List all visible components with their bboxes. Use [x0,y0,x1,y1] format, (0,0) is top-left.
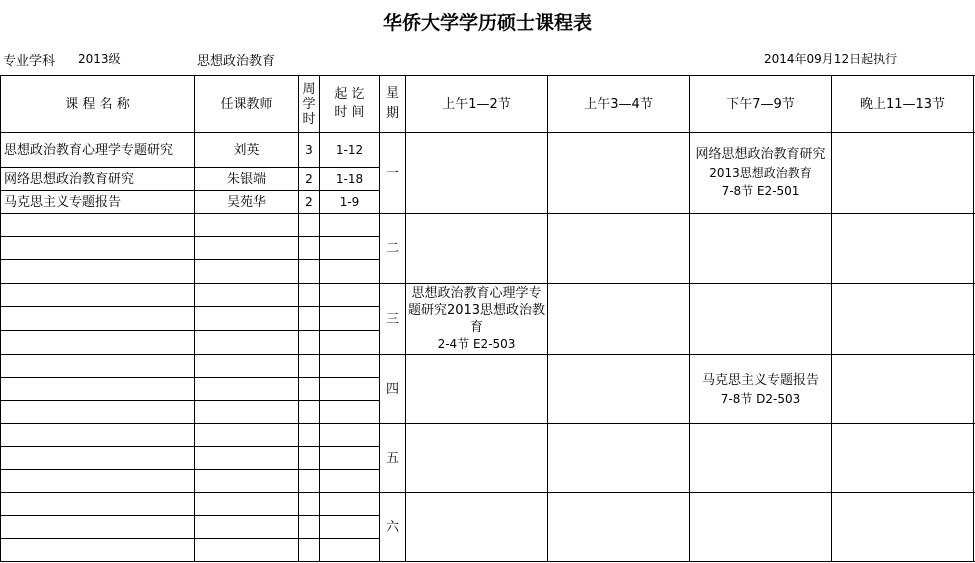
major-name: 思想政治教育 [197,54,276,69]
page-title: 华侨大学学历硕士课程表 [382,12,592,34]
header-hours-char: 学 [302,96,316,112]
class-cohort: 2013思想政治教育 [709,166,812,180]
header-weekly-hours [299,76,319,132]
header-weekday-char: 星 [385,86,399,101]
header-course-name: 课 程 名 称 [65,96,130,112]
header-weekday [380,76,405,132]
weekday-label: 二 [385,241,399,256]
course-teacher: 刘英 [233,142,260,158]
header-start-end [320,76,379,132]
course-period: 1-9 [339,195,360,209]
course-hours: 3 [305,143,313,157]
class-entry [690,372,831,412]
course-hours: 2 [305,195,313,209]
header-slot-3: 下午7—9节 [726,96,795,112]
class-title: 育 [469,320,483,335]
major-label: 专业学科 [3,54,56,69]
header-start-end-top: 起 讫 [334,87,365,102]
course-teacher: 朱银端 [226,171,266,187]
grade: 2013级 [78,52,121,66]
weekday-label: 五 [385,450,399,466]
header-slot-4: 晚上11—13节 [859,96,946,112]
header-slot-1: 上午1—2节 [442,96,511,112]
course-teacher: 吴苑华 [226,194,266,210]
class-title: 马克思主义专题报告 [701,373,819,388]
effective-date: 2014年09月12日起执行 [764,52,898,66]
header-weekday-char: 期 [385,106,399,121]
course-period: 1-12 [335,143,364,157]
course-name: 马克思主义专题报告 [4,194,122,210]
weekday-label: 一 [385,165,399,181]
header-teacher: 任课教师 [220,96,273,112]
class-location: 2-4节 E2-503 [437,337,516,351]
header-start-end-bottom: 时 间 [334,105,365,120]
header-hours-char: 时 [302,111,316,127]
course-name: 网络思想政治教育研究 [4,171,135,187]
class-entry [406,285,547,353]
weekday-label: 六 [385,519,399,535]
class-location: 7-8节 E2-501 [721,184,800,198]
header-hours-char: 周 [302,81,316,97]
course-hours: 2 [305,172,313,186]
weekday-label: 四 [385,381,399,397]
course-period: 1-18 [335,172,364,186]
course-name: 思想政治教育心理学专题研究 [4,142,174,158]
class-title: 网络思想政治教育研究 [695,147,826,162]
class-title: 题研究2013思想政治教 [407,303,546,318]
header-slot-2: 上午3—4节 [584,96,653,112]
class-location: 7-8节 D2-503 [720,392,801,406]
class-title: 思想政治教育心理学专 [411,286,542,301]
class-entry [690,146,831,202]
weekday-label: 三 [385,311,399,327]
